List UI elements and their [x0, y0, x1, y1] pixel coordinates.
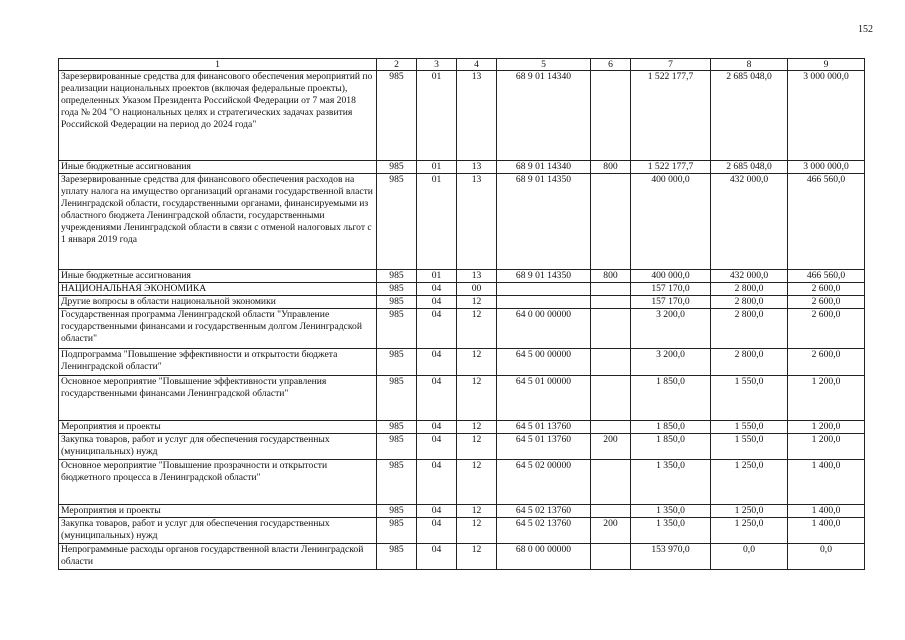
col5-cell: 68 9 01 14350 [497, 174, 591, 270]
table-row [59, 71, 865, 161]
col8-cell: 1 250,0 [711, 460, 788, 505]
col6-cell: 200 [591, 434, 631, 460]
table-row [59, 283, 865, 296]
table-row [59, 349, 865, 376]
col9-cell: 466 560,0 [788, 174, 865, 270]
col5-cell: 64 0 00 00000 [497, 309, 591, 349]
column-header: 3 [417, 59, 457, 71]
col2-cell: 985 [377, 283, 417, 296]
col3-cell: 01 [417, 161, 457, 174]
table-row [59, 309, 865, 349]
table-row [59, 296, 865, 309]
col4-cell: 00 [457, 283, 497, 296]
name-cell: Зарезервированные средства для финансового обеспечения мероприятий по реализации национальных проектов (включая федеральные проекты), определенных Указом Президента Российской Федерации от 7 мая 2018 года № 204 "О национальных целях и стратегических задачах развития Российской Федерации на период до 2024 года" [59, 71, 377, 161]
col9-cell: 1 200,0 [788, 421, 865, 434]
col8-cell: 1 250,0 [711, 505, 788, 518]
col4-cell: 12 [457, 544, 497, 570]
col6-cell [591, 309, 631, 349]
col2-cell: 985 [377, 309, 417, 349]
col9-cell: 3 000 000,0 [788, 71, 865, 161]
col3-cell: 01 [417, 174, 457, 270]
name-cell: Зарезервированные средства для финансового обеспечения расходов на уплату налога на имущество организаций органами государственной власти Ленинградской области, государственными органами, финансируемыми из областного бюджета Ленинградской области, государственными учреждениями Ленинградской области в связи с отменой налоговых льгот с 1 января 2019 года [59, 174, 377, 270]
col6-cell [591, 505, 631, 518]
name-cell: Основное мероприятие "Повышение эффективности управления государственными финансами Ленинградской области" [59, 376, 377, 421]
col7-cell: 400 000,0 [631, 270, 711, 283]
col8-cell: 1 550,0 [711, 376, 788, 421]
col6-cell: 800 [591, 270, 631, 283]
col3-cell: 04 [417, 309, 457, 349]
col5-cell: 68 9 01 14350 [497, 270, 591, 283]
col3-cell: 01 [417, 270, 457, 283]
col3-cell: 04 [417, 376, 457, 421]
col7-cell: 3 200,0 [631, 309, 711, 349]
col7-cell: 1 522 177,7 [631, 71, 711, 161]
col8-cell: 432 000,0 [711, 174, 788, 270]
col9-cell: 2 600,0 [788, 309, 865, 349]
col9-cell: 1 200,0 [788, 376, 865, 421]
name-cell: Закупка товаров, работ и услуг для обеспечения государственных (муниципальных) нужд [59, 434, 377, 460]
table-row [59, 376, 865, 421]
col7-cell: 1 350,0 [631, 460, 711, 505]
col9-cell: 466 560,0 [788, 270, 865, 283]
col6-cell [591, 283, 631, 296]
col2-cell: 985 [377, 434, 417, 460]
col8-cell: 2 685 048,0 [711, 71, 788, 161]
col8-cell: 2 800,0 [711, 309, 788, 349]
col2-cell: 985 [377, 544, 417, 570]
col7-cell: 1 850,0 [631, 434, 711, 460]
col4-cell: 13 [457, 161, 497, 174]
table-row [59, 161, 865, 174]
table-row [59, 505, 865, 518]
table-row [59, 421, 865, 434]
col9-cell: 2 600,0 [788, 349, 865, 376]
col3-cell: 04 [417, 296, 457, 309]
col3-cell: 04 [417, 505, 457, 518]
col2-cell: 985 [377, 71, 417, 161]
col3-cell: 04 [417, 518, 457, 544]
col6-cell [591, 174, 631, 270]
col8-cell: 1 550,0 [711, 421, 788, 434]
col4-cell: 12 [457, 421, 497, 434]
col8-cell: 432 000,0 [711, 270, 788, 283]
col4-cell: 13 [457, 270, 497, 283]
col3-cell: 01 [417, 71, 457, 161]
page-number: 152 [858, 24, 873, 35]
col5-cell: 68 0 00 00000 [497, 544, 591, 570]
col9-cell: 1 200,0 [788, 434, 865, 460]
col9-cell: 2 600,0 [788, 283, 865, 296]
column-header: 7 [631, 59, 711, 71]
col8-cell: 1 550,0 [711, 434, 788, 460]
col5-cell: 64 5 02 13760 [497, 505, 591, 518]
name-cell: Подпрограмма "Повышение эффективности и открытости бюджета Ленинградской области" [59, 349, 377, 376]
name-cell: Мероприятия и проекты [59, 505, 377, 518]
col4-cell: 12 [457, 518, 497, 544]
col7-cell: 3 200,0 [631, 349, 711, 376]
col9-cell: 3 000 000,0 [788, 161, 865, 174]
col4-cell: 12 [457, 296, 497, 309]
col5-cell: 64 5 01 13760 [497, 421, 591, 434]
name-cell: Иные бюджетные ассигнования [59, 270, 377, 283]
col6-cell [591, 544, 631, 570]
col5-cell: 64 5 02 13760 [497, 518, 591, 544]
table-row [59, 544, 865, 570]
col4-cell: 12 [457, 460, 497, 505]
col2-cell: 985 [377, 505, 417, 518]
col8-cell: 2 800,0 [711, 283, 788, 296]
col5-cell [497, 283, 591, 296]
col2-cell: 985 [377, 349, 417, 376]
col6-cell [591, 349, 631, 376]
col6-cell [591, 421, 631, 434]
column-header: 1 [59, 59, 377, 71]
col7-cell: 153 970,0 [631, 544, 711, 570]
col8-cell: 2 800,0 [711, 349, 788, 376]
col9-cell: 1 400,0 [788, 460, 865, 505]
col4-cell: 12 [457, 349, 497, 376]
col2-cell: 985 [377, 270, 417, 283]
col8-cell: 2 800,0 [711, 296, 788, 309]
col4-cell: 12 [457, 309, 497, 349]
col6-cell [591, 296, 631, 309]
col7-cell: 1 350,0 [631, 518, 711, 544]
col9-cell: 2 600,0 [788, 296, 865, 309]
table-row [59, 434, 865, 460]
column-header: 2 [377, 59, 417, 71]
column-header: 6 [591, 59, 631, 71]
col2-cell: 985 [377, 518, 417, 544]
col9-cell: 0,0 [788, 544, 865, 570]
column-header: 8 [711, 59, 788, 71]
col3-cell: 04 [417, 349, 457, 376]
col4-cell: 13 [457, 71, 497, 161]
name-cell: НАЦИОНАЛЬНАЯ ЭКОНОМИКА [59, 283, 377, 296]
name-cell: Закупка товаров, работ и услуг для обеспечения государственных (муниципальных) нужд [59, 518, 377, 544]
col2-cell: 985 [377, 174, 417, 270]
col4-cell: 12 [457, 434, 497, 460]
col9-cell: 1 400,0 [788, 505, 865, 518]
col6-cell [591, 460, 631, 505]
column-header: 4 [457, 59, 497, 71]
budget-table [58, 58, 865, 570]
col2-cell: 985 [377, 296, 417, 309]
col4-cell: 12 [457, 505, 497, 518]
col8-cell: 2 685 048,0 [711, 161, 788, 174]
col4-cell: 13 [457, 174, 497, 270]
col6-cell: 800 [591, 161, 631, 174]
col6-cell: 200 [591, 518, 631, 544]
table-row [59, 174, 865, 270]
table-row [59, 270, 865, 283]
col5-cell: 64 5 00 00000 [497, 349, 591, 376]
col5-cell: 64 5 01 00000 [497, 376, 591, 421]
col6-cell [591, 376, 631, 421]
col8-cell: 1 250,0 [711, 518, 788, 544]
name-cell: Мероприятия и проекты [59, 421, 377, 434]
col3-cell: 04 [417, 434, 457, 460]
col8-cell: 0,0 [711, 544, 788, 570]
col7-cell: 400 000,0 [631, 174, 711, 270]
col2-cell: 985 [377, 376, 417, 421]
col7-cell: 1 850,0 [631, 421, 711, 434]
col7-cell: 157 170,0 [631, 283, 711, 296]
column-header: 9 [788, 59, 865, 71]
name-cell: Непрограммные расходы органов государственной власти Ленинградской области [59, 544, 377, 570]
column-header: 5 [497, 59, 591, 71]
col2-cell: 985 [377, 161, 417, 174]
name-cell: Иные бюджетные ассигнования [59, 161, 377, 174]
col5-cell: 64 5 02 00000 [497, 460, 591, 505]
col2-cell: 985 [377, 421, 417, 434]
column-numbers-row [59, 59, 865, 71]
name-cell: Другие вопросы в области национальной экономики [59, 296, 377, 309]
col5-cell: 64 5 01 13760 [497, 434, 591, 460]
col3-cell: 04 [417, 544, 457, 570]
col5-cell [497, 296, 591, 309]
col3-cell: 04 [417, 283, 457, 296]
col5-cell: 68 9 01 14340 [497, 71, 591, 161]
col7-cell: 1 522 177,7 [631, 161, 711, 174]
col3-cell: 04 [417, 460, 457, 505]
col3-cell: 04 [417, 421, 457, 434]
col7-cell: 1 850,0 [631, 376, 711, 421]
table-row [59, 460, 865, 505]
col5-cell: 68 9 01 14340 [497, 161, 591, 174]
col2-cell: 985 [377, 460, 417, 505]
name-cell: Государственная программа Ленинградской области "Управление государственными финансами и государственным долгом Ленинградской области" [59, 309, 377, 349]
col6-cell [591, 71, 631, 161]
col7-cell: 157 170,0 [631, 296, 711, 309]
col9-cell: 1 400,0 [788, 518, 865, 544]
col4-cell: 12 [457, 376, 497, 421]
name-cell: Основное мероприятие "Повышение прозрачности и открытости бюджетного процесса в Ленинградской области" [59, 460, 377, 505]
col7-cell: 1 350,0 [631, 505, 711, 518]
table-row [59, 518, 865, 544]
